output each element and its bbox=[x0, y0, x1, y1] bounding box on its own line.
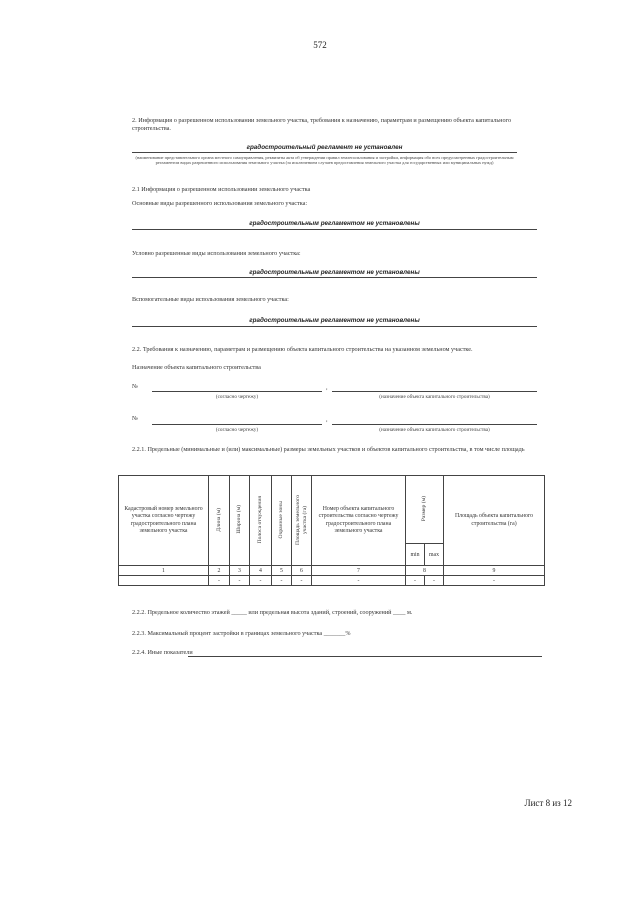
section-2-2-2: 2.2.2. Предельное количество этажей _____ или предельная высота зданий, строений, сооружений ____ м. bbox=[132, 609, 413, 616]
col-number: 2 bbox=[209, 566, 230, 576]
col-number: 5 bbox=[272, 566, 292, 576]
conditional-uses-line bbox=[132, 277, 537, 278]
section-2-title: 2. Информация о разрешенном использовании земельного участка, требования к назначению, параметрам и размещению объекта капитального строительства. bbox=[132, 117, 512, 132]
cell-land-area: - bbox=[292, 576, 312, 586]
header-max: max bbox=[425, 544, 444, 566]
section-2-2-3: 2.2.3. Максимальный процент застройки в границах земельного участка _______% bbox=[132, 630, 351, 637]
caption-object-2: (назначение объекта капитального строительства) bbox=[379, 427, 490, 433]
header-cadastral: Кадастровый номер земельного участка согласно чертежу градостроительного плана земельного участка bbox=[119, 476, 209, 566]
cell-alienation: - bbox=[250, 576, 272, 586]
header-building-area: Площадь объекта капитального строительства (га) bbox=[444, 476, 545, 566]
col-number: 8 bbox=[406, 566, 444, 576]
num-sign-2: № bbox=[132, 415, 138, 422]
main-uses-label: Основные виды разрешенного использования земельного участка: bbox=[132, 200, 308, 207]
cell-object-number: - bbox=[312, 576, 406, 586]
header-length: Длина (м) bbox=[209, 476, 230, 566]
conditional-uses-label: Условно разрешенные виды использования земельного участка: bbox=[132, 250, 301, 257]
cell-min: - bbox=[406, 576, 425, 586]
object-line-2 bbox=[332, 424, 537, 425]
header-protection-zones: Охранные зоны bbox=[272, 476, 292, 566]
auxiliary-uses-line bbox=[132, 326, 537, 327]
col-number: 4 bbox=[250, 566, 272, 576]
object-name-label: Назначение объекта капитального строительства bbox=[132, 364, 261, 371]
section-2-1-title: 2.1 Информация о разрешенном использовании земельного участка bbox=[132, 186, 311, 193]
col-number: 9 bbox=[444, 566, 545, 576]
col-number: 1 bbox=[119, 566, 209, 576]
table-row bbox=[119, 576, 545, 586]
auxiliary-uses-label: Вспомогательные виды использования земельного участка: bbox=[132, 296, 289, 303]
num-sign-1: № bbox=[132, 383, 138, 390]
drawing-line-1 bbox=[152, 391, 322, 392]
limits-table bbox=[118, 475, 545, 586]
header-alienation-strip: Полоса отчуждения bbox=[250, 476, 272, 566]
header-width: Ширина (м) bbox=[230, 476, 250, 566]
header-land-area: Площадь земельного участка (га) bbox=[292, 476, 312, 566]
conditional-uses-value: градостроительным регламентом не установлены bbox=[249, 269, 420, 276]
col-number: 7 bbox=[312, 566, 406, 576]
section-2-2-1-title: 2.2.1. Предельные (минимальные и (или) максимальные) размеры земельных участков и объектов капитального строительства, в том числе площадь bbox=[132, 446, 525, 453]
col-number: 3 bbox=[230, 566, 250, 576]
sheet-counter: Лист 8 из 12 bbox=[524, 798, 572, 808]
caption-drawing-1: (согласно чертежу) bbox=[215, 394, 259, 400]
authority-caption: (наименование представительного органа местного самоуправления, реквизиты акта об утверждении правил землепользования и застройки, информация обо всех предусмотренных градостроительным регламентом видах разрешенного использования земельного участка (за исключением случаев предоставления земельного участка для государственных или муниципальных нужд) bbox=[135, 155, 514, 166]
cell-cadastral bbox=[119, 576, 209, 586]
section-2-2-4-label: 2.2.4. Иные показатели bbox=[132, 649, 193, 656]
comma-1: , bbox=[326, 384, 328, 391]
caption-drawing-2: (согласно чертежу) bbox=[215, 427, 259, 433]
cell-width: - bbox=[230, 576, 250, 586]
regulation-status: градостроительный регламент не установлен bbox=[246, 144, 403, 151]
main-uses-value: градостроительным регламентом не установлены bbox=[249, 220, 420, 227]
cell-protection: - bbox=[272, 576, 292, 586]
header-min: min bbox=[406, 544, 425, 566]
regulation-underline bbox=[132, 152, 517, 153]
main-uses-line bbox=[132, 229, 537, 230]
cell-building-area: - bbox=[444, 576, 545, 586]
page-number: 572 bbox=[313, 40, 327, 50]
comma-2: , bbox=[326, 416, 328, 423]
object-line-1 bbox=[332, 391, 537, 392]
cell-max: - bbox=[425, 576, 444, 586]
auxiliary-uses-value: градостроительным регламентом не установлены bbox=[249, 317, 420, 324]
cell-length: - bbox=[209, 576, 230, 586]
other-indicators-line bbox=[188, 656, 542, 657]
caption-object-1: (назначение объекта капитального строительства) bbox=[379, 394, 490, 400]
header-size: Размер (м) bbox=[406, 476, 444, 544]
drawing-line-2 bbox=[152, 424, 322, 425]
col-number: 6 bbox=[292, 566, 312, 576]
header-object-number: Номер объекта капитального строительства согласно чертежу градостроительного плана земельного участка bbox=[312, 476, 406, 566]
section-2-2-title: 2.2. Требования к назначению, параметрам и размещению объекта капитального строительства на указанном земельном участке. bbox=[132, 346, 473, 353]
